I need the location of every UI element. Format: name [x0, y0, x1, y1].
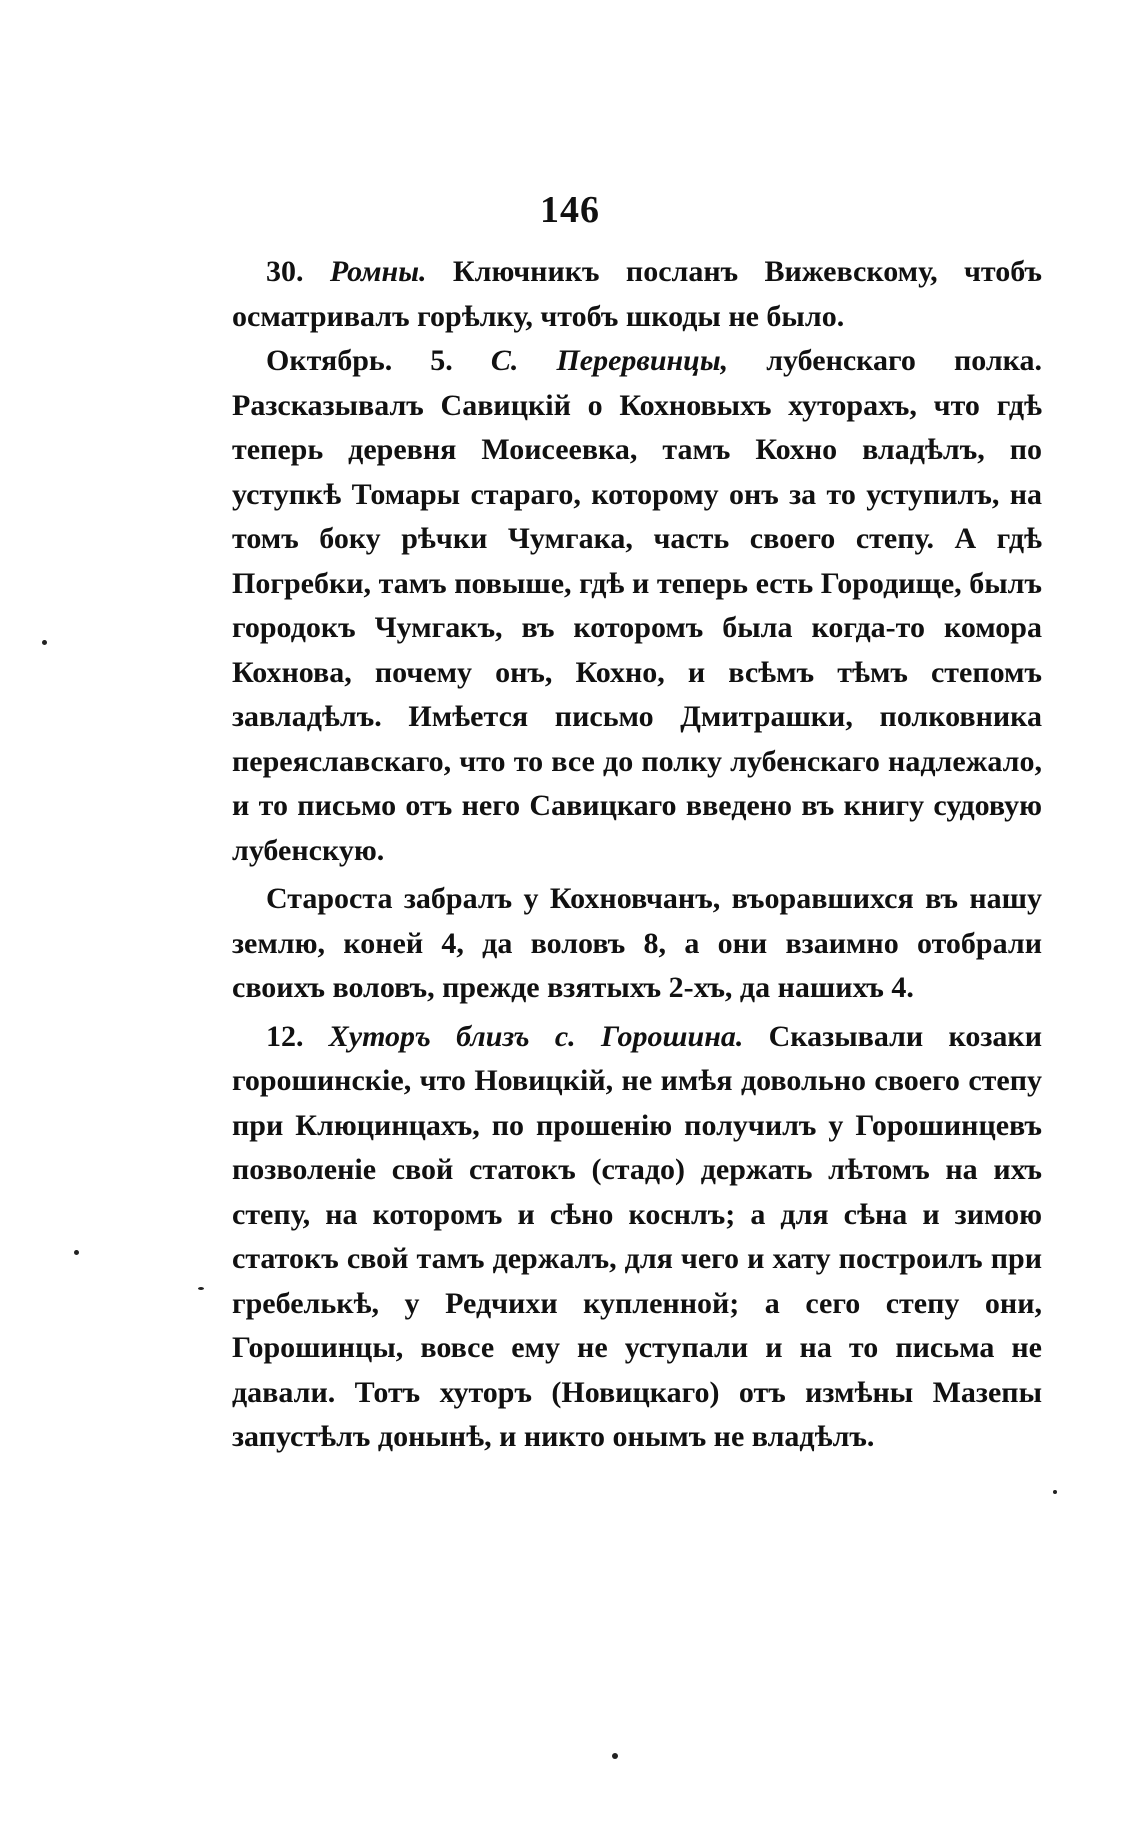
entry-place: С. Перервинцы,: [490, 344, 729, 377]
entry-text: Ключникъ посланъ Вижевскому, чтобъ осматривалъ горѣлку, чтобъ шкоды не было.: [232, 255, 1042, 333]
body-text: [232, 250, 1042, 1460]
scan-speck: [612, 1753, 618, 1759]
page-number: 146: [540, 189, 600, 231]
entry-place: Хуторъ близъ с. Горошина.: [328, 1019, 744, 1053]
entry-place: Ромны.: [329, 255, 427, 288]
entry-paragraph: [232, 339, 1042, 873]
entry-text: лубенскаго полка. Разсказывалъ Савицкій о Кохновыхъ хуторахъ, что гдѣ теперь деревня Моисеевка, тамъ Кохно владѣлъ, по уступкѣ Томары стараго, которому онъ за то уступилъ, на томъ боку рѣчки Чумгака, часть своего степу. А гдѣ Погребки, тамъ повыше, гдѣ и теперь есть Городище, былъ городокъ Чумгакъ, въ которомъ была когда-то комора Кохнова, почему онъ, Кохно, и всѣмъ тѣмъ степомъ завладѣлъ. Имѣется письмо Дмитрашки, полковника переяславскаго, что то все до полку лубенскаго надлежало, и то письмо отъ него Савицкаго введено въ книгу судовую лубенскую.: [232, 344, 1042, 867]
entry-paragraph: [232, 250, 1042, 339]
scan-speck: [74, 1250, 79, 1255]
entry-date: 30.: [266, 255, 330, 288]
entry-date: Октябрь. 5.: [266, 344, 491, 377]
entry-date: 12.: [266, 1019, 329, 1053]
entry-paragraph: [232, 1015, 1042, 1460]
scan-speck: [42, 640, 47, 645]
entry-text: Сказывали козаки горошинскіе, что Новицкій, не имѣя довольно своего степу при Клюцинцахъ, по прошенію получилъ у Горошинцевъ позволеніе свой статокъ (стадо) держать лѣтомъ на ихъ степу, на которомъ и сѣно коснлъ; а для сѣна и зимою статокъ свой тамъ держалъ, для чего и хату построилъ при гребелькѣ, у Редчихи купленной; а сего степу они, Горошинцы, вовсе ему не уступали и на то письма не давали. Тотъ хуторъ (Новицкаго) отъ измѣны Мазепы запустѣлъ донынѣ, и никто онымъ не владѣлъ.: [232, 1019, 1043, 1453]
entry-text: Староста забралъ у Кохновчанъ, въоравшихся въ нашу землю, коней 4, да воловъ 8, а они взаимно отобрали своихъ воловъ, прежде взятыхъ 2-хъ, да нашихъ 4.: [232, 882, 1042, 1004]
scan-speck: [198, 1287, 204, 1290]
scan-speck: [1053, 1490, 1057, 1494]
entry-paragraph: [232, 877, 1042, 1011]
